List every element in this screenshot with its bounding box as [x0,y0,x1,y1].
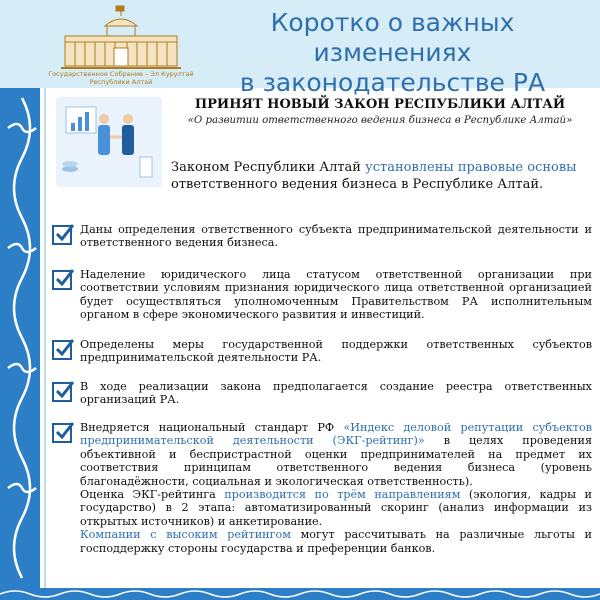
law-title: ПРИНЯТ НОВЫЙ ЗАКОН РЕСПУБЛИКИ АЛТАЙ [194,97,566,112]
text-run: Внедряется национальный стандарт РФ [80,421,344,434]
law-subtitle: «О развитии ответственного ведения бизнеса в Республике Алтай» [187,115,573,126]
list-item-text: Наделение юридического лица статусом ответственной организации при соответствии условиям признания юридического лица ответственной организацией будет осуществляться уполномоченным Правительством РА исполнительным органом в сфере экономического развития и инвестиций. [80,268,592,322]
list-item-text [80,421,592,555]
text-run: в целях проведения объективной и беспристрастной оценки предпринимателей на предмет их соответствия принципам ответственного ведения бизнеса (уровень благонадёжности, социальная и экологическая ответственность). [80,434,592,488]
list-item-text: В ходе реализации закона предполагается создание реестра ответственных организаций РА. [80,380,592,407]
intro-highlight: установлены правовые основы [365,160,577,175]
ornamental-border-left [0,88,44,600]
list-item-paragraph [80,421,592,488]
checkmark-icon [52,380,74,402]
list-item-paragraph [80,488,592,528]
header [0,0,600,97]
intro-part1: Законом Республики Алтай [171,160,366,175]
list-item-text: Даны определения ответственного субъекта предпринимательской деятельности и ответственного ведения бизнеса. [80,223,592,250]
text-run: (экология, кадры и государство) в 2 этапа: автоматизированный скоринг (анализ информации из открытых источников) и анкетирование. [80,488,593,528]
intro-part2: ответственного ведения бизнеса в Республике Алтай. [171,177,544,192]
text-highlight: Компании с высоким рейтингом [80,528,291,542]
text-highlight: «Индекс деловой репутации субъектов предпринимательской деятельности (ЭКГ-рейтинг)» [80,421,592,448]
page-title [190,8,595,98]
logo-caption [42,70,200,86]
list-item-paragraph [80,528,592,555]
list-item-text: Определены меры государственной поддержки ответственных субъектов предпринимательской деятельности РА. [80,338,592,365]
checkmark-icon [52,268,74,290]
text-run: Оценка ЭКГ-рейтинга [80,488,225,502]
logo-caption-line2: Республики Алтай [89,78,153,86]
intro-text [171,159,591,193]
checkmark-icon [52,338,74,360]
checkmark-icon [52,223,74,245]
logo-caption-line1: Государственное Собрание – Эл Курултай [48,70,194,78]
checkmark-icon [52,421,74,443]
business-handshake-illustration [56,97,162,187]
ornamental-border-bottom [0,588,600,600]
page-title-line1: Коротко о важных изменениях [270,8,515,67]
text-run: могут рассчитывать на различные льготы и господдержку стороны государства и преференции банков. [80,528,592,555]
page-title-line2: в законодательстве РА [239,68,546,97]
text-highlight: производится по трём направлениям [224,488,461,502]
